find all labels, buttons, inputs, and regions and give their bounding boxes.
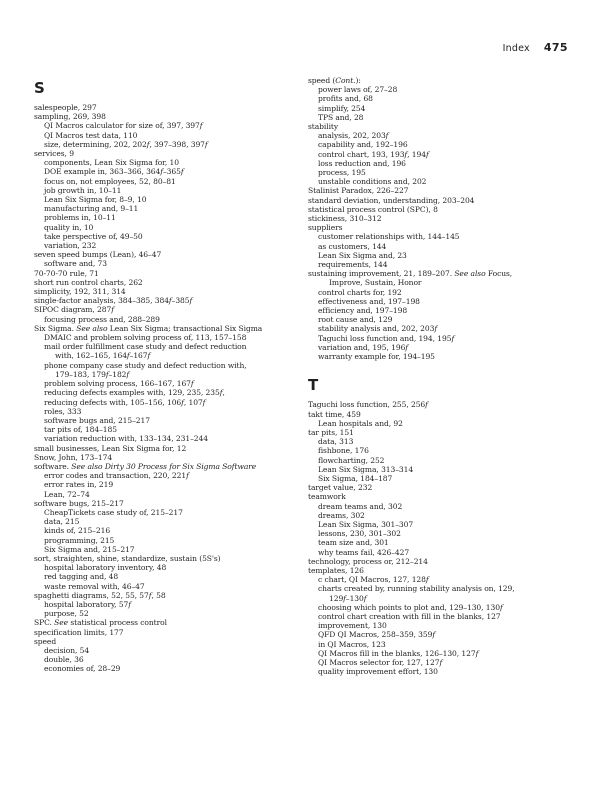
index-subentry: manufacturing and, 9–11 — [44, 204, 139, 214]
index-entry: stability — [308, 122, 339, 132]
index-subentry: warranty example for, 194–195 — [318, 352, 435, 362]
index-entry: SPC. See statistical process control — [34, 618, 167, 628]
index-subentry: size, determining, 202, 202f, 397–398, 397f — [44, 139, 208, 149]
index-entry: 70-70-70 rule, 71 — [34, 268, 99, 278]
index-subentry: QFD QI Macros, 258–359, 359f — [318, 630, 436, 640]
index-column-right — [308, 76, 578, 676]
index-entry-continuation: 129f–130f — [329, 593, 367, 603]
index-subentry: QI Macros calculator for size of, 397, 397f — [44, 121, 203, 131]
index-subentry: flowcharting, 252 — [318, 455, 385, 465]
index-subentry: Lean Six Sigma, 313–314 — [318, 464, 414, 474]
index-entry: software. See also Dirty 30 Process for Six Sigma Software — [34, 461, 257, 471]
index-subentry: components, Lean Six Sigma for, 10 — [44, 158, 179, 168]
index-subentry: simplify, 254 — [318, 103, 366, 113]
index-subentry: lessons, 230, 301–302 — [318, 529, 401, 539]
index-subentry: programming, 215 — [44, 535, 115, 545]
index-subentry: kinds of, 215–216 — [44, 526, 111, 536]
index-entry: Stalinist Paradox, 226–227 — [308, 186, 409, 196]
index-subentry: Taguchi loss function and, 194, 195f — [318, 333, 455, 343]
index-subentry: red tagging and, 48 — [44, 572, 119, 582]
index-subentry: waste removal with, 46–47 — [44, 581, 145, 591]
running-head-label: Index — [502, 43, 530, 54]
index-entry: standard deviation, understanding, 203–204 — [308, 195, 475, 205]
index-entry: seven speed bumps (Lean), 46–47 — [34, 250, 162, 260]
index-subentry: hospital laboratory, 57f — [44, 599, 131, 609]
index-subentry: Lean Six Sigma for, 8–9, 10 — [44, 195, 147, 205]
index-subentry: problem solving process, 166–167, 167f — [44, 379, 194, 389]
index-subentry: efficiency and, 197–198 — [318, 306, 408, 316]
index-column-left — [34, 76, 290, 674]
index-subentry: TPS and, 28 — [318, 112, 364, 122]
index-subentry: Lean, 72–74 — [44, 489, 90, 499]
index-entry-continuation: 179–183, 179f–182f — [55, 369, 130, 379]
entry-list-t — [308, 400, 578, 676]
index-subentry: focus on, not employees, 52, 80–81 — [44, 176, 176, 186]
index-subentry: DOE example in, 363–366, 364f–365f — [44, 167, 184, 177]
index-subentry: fishbone, 176 — [318, 446, 369, 456]
index-entry: simplicity, 192, 311, 314 — [34, 287, 126, 297]
index-subentry: roles, 333 — [44, 406, 82, 416]
index-subentry: problems in, 10–11 — [44, 213, 116, 223]
page-number: 475 — [543, 41, 568, 54]
index-subentry: QI Macros fill in the blanks, 126–130, 127f — [318, 648, 479, 658]
index-entry: specification limits, 177 — [34, 627, 124, 637]
index-subentry: power laws of, 27–28 — [318, 85, 398, 95]
index-subentry: control charts for, 192 — [318, 287, 402, 297]
index-entry: small businesses, Lean Six Sigma for, 12 — [34, 443, 187, 453]
index-entry: takt time, 459 — [308, 409, 361, 419]
index-subentry: double, 36 — [44, 655, 84, 665]
index-subentry: quality in, 10 — [44, 222, 94, 232]
index-subentry: take perspective of, 49–50 — [44, 231, 143, 241]
index-subentry: profits and, 68 — [318, 94, 373, 104]
index-subentry: software and, 73 — [44, 259, 107, 269]
index-entry: speed — [34, 636, 57, 646]
index-subentry: quality improvement effort, 130 — [318, 667, 438, 677]
index-subentry: team size and, 301 — [318, 538, 389, 548]
index-subentry: QI Macros selector for, 127, 127f — [318, 657, 443, 667]
index-subentry: variation, 232 — [44, 241, 97, 251]
index-subentry: variation and, 195, 196f — [318, 342, 409, 352]
index-subentry: in QI Macros, 123 — [318, 639, 386, 649]
index-subentry: requirements, 144 — [318, 260, 388, 270]
index-entry: services, 9 — [34, 149, 74, 159]
index-subentry: customer relationships with, 144–145 — [318, 232, 460, 242]
index-subentry: as customers, 144 — [318, 241, 387, 251]
index-subentry: Lean hospitals and, 92 — [318, 418, 403, 428]
index-entry: spaghetti diagrams, 52, 55, 57f, 58 — [34, 590, 166, 600]
index-subentry: data, 215 — [44, 517, 80, 527]
index-subentry: error codes and transaction, 220, 221f — [44, 471, 189, 481]
index-entry: Six Sigma. See also Lean Six Sigma; transactional Six Sigma — [34, 323, 263, 333]
section-letter-t: T — [308, 376, 319, 395]
index-subentry: mail order fulfillment case study and defect reduction — [44, 342, 247, 352]
index-entry: Taguchi loss function, 255, 256f — [308, 400, 428, 410]
index-subentry: effectiveness and, 197–198 — [318, 296, 420, 306]
index-subentry: reducing defects with, 105–156, 106f, 107f — [44, 397, 206, 407]
index-subentry: stability analysis and, 202, 203f — [318, 324, 438, 334]
index-subentry: Lean Six Sigma and, 23 — [318, 250, 407, 260]
index-subentry: choosing which points to plot and, 129–130, 130f — [318, 602, 503, 612]
index-entry-continuation: Improve, Sustain, Honor — [329, 278, 422, 288]
index-subentry: variation reduction with, 133–134, 231–244 — [44, 434, 208, 444]
index-subentry: tar pits of, 184–185 — [44, 425, 117, 435]
index-subentry: focusing process and, 288–289 — [44, 314, 160, 324]
entry-list-s-continued — [308, 76, 578, 361]
index-subentry: process, 195 — [318, 168, 366, 178]
index-subentry: phone company case study and defect reduction with, — [44, 360, 247, 370]
index-entry: templates, 126 — [308, 565, 364, 575]
index-subentry: decision, 54 — [44, 645, 90, 655]
index-entry: speed (Cont.): — [308, 76, 361, 85]
index-entry: tar pits, 151 — [308, 427, 354, 437]
index-subentry: Lean Six Sigma, 301–307 — [318, 519, 414, 529]
index-subentry: economies of, 28–29 — [44, 664, 121, 674]
index-subentry: reducing defects examples with, 129, 235, 235f, — [44, 388, 225, 398]
index-subentry: unstable conditions and, 202 — [318, 177, 427, 187]
index-subentry: DMAIC and problem solving process of, 113, 157–158 — [44, 333, 247, 343]
index-entry: suppliers — [308, 223, 343, 233]
index-subentry: hospital laboratory inventory, 48 — [44, 563, 167, 573]
index-entry: single-factor analysis, 384–385, 384f–385f — [34, 296, 193, 306]
index-entry: software bugs, 215–217 — [34, 498, 124, 508]
index-subentry: dream teams and, 302 — [318, 501, 403, 511]
index-entry: technology, process or, 212–214 — [308, 556, 428, 566]
index-subentry: dreams, 302 — [318, 510, 365, 520]
index-entry: stickiness, 310–312 — [308, 214, 382, 224]
index-entry: sort, straighten, shine, standardize, sustain (5S's) — [34, 553, 221, 563]
index-subentry: purpose, 52 — [44, 609, 89, 619]
index-subentry: improvement, 130 — [318, 621, 387, 631]
index-subentry: why teams fail, 426–427 — [318, 547, 410, 557]
index-subentry: QI Macros test data, 110 — [44, 130, 138, 140]
index-subentry: Six Sigma, 184–187 — [318, 473, 393, 483]
index-entry: salespeople, 297 — [34, 103, 97, 112]
index-subentry: error rates in, 219 — [44, 480, 114, 490]
index-entry-continuation: with, 162–165, 164f–167f — [55, 351, 151, 361]
index-entry: sustaining improvement, 21, 189–207. See also Focus, — [308, 269, 513, 279]
entry-list-s — [34, 103, 290, 674]
index-subentry: software bugs and, 215–217 — [44, 415, 150, 425]
index-subentry: loss reduction and, 196 — [318, 158, 406, 168]
index-subentry: control chart, 193, 193f, 194f — [318, 149, 429, 159]
index-entry: sampling, 269, 398 — [34, 112, 106, 122]
index-subentry: analysis, 202, 203f — [318, 131, 389, 141]
index-entry: teamwork — [308, 492, 346, 502]
section-letter-s: S — [34, 79, 45, 97]
index-subentry: data, 313 — [318, 437, 354, 447]
index-subentry: c chart, QI Macros, 127, 128f — [318, 575, 429, 585]
index-subentry: job growth in, 10–11 — [44, 185, 122, 195]
index-entry: Snow, John, 173–174 — [34, 452, 113, 462]
index-subentry: capability and, 192–196 — [318, 140, 408, 150]
index-subentry: control chart creation with fill in the blanks, 127 — [318, 611, 501, 621]
index-subentry: root cause and, 129 — [318, 315, 393, 325]
index-subentry: CheapTickets case study of, 215–217 — [44, 507, 183, 517]
running-head — [503, 41, 568, 55]
index-entry: statistical process control (SPC), 8 — [308, 204, 438, 214]
index-entry: target value, 232 — [308, 483, 373, 493]
index-subentry: Six Sigma and, 215–217 — [44, 544, 135, 554]
index-subentry: charts created by, running stability analysis on, 129, — [318, 584, 515, 594]
index-entry: SIPOC diagram, 287f — [34, 305, 114, 315]
index-entry: short run control charts, 262 — [34, 277, 143, 287]
